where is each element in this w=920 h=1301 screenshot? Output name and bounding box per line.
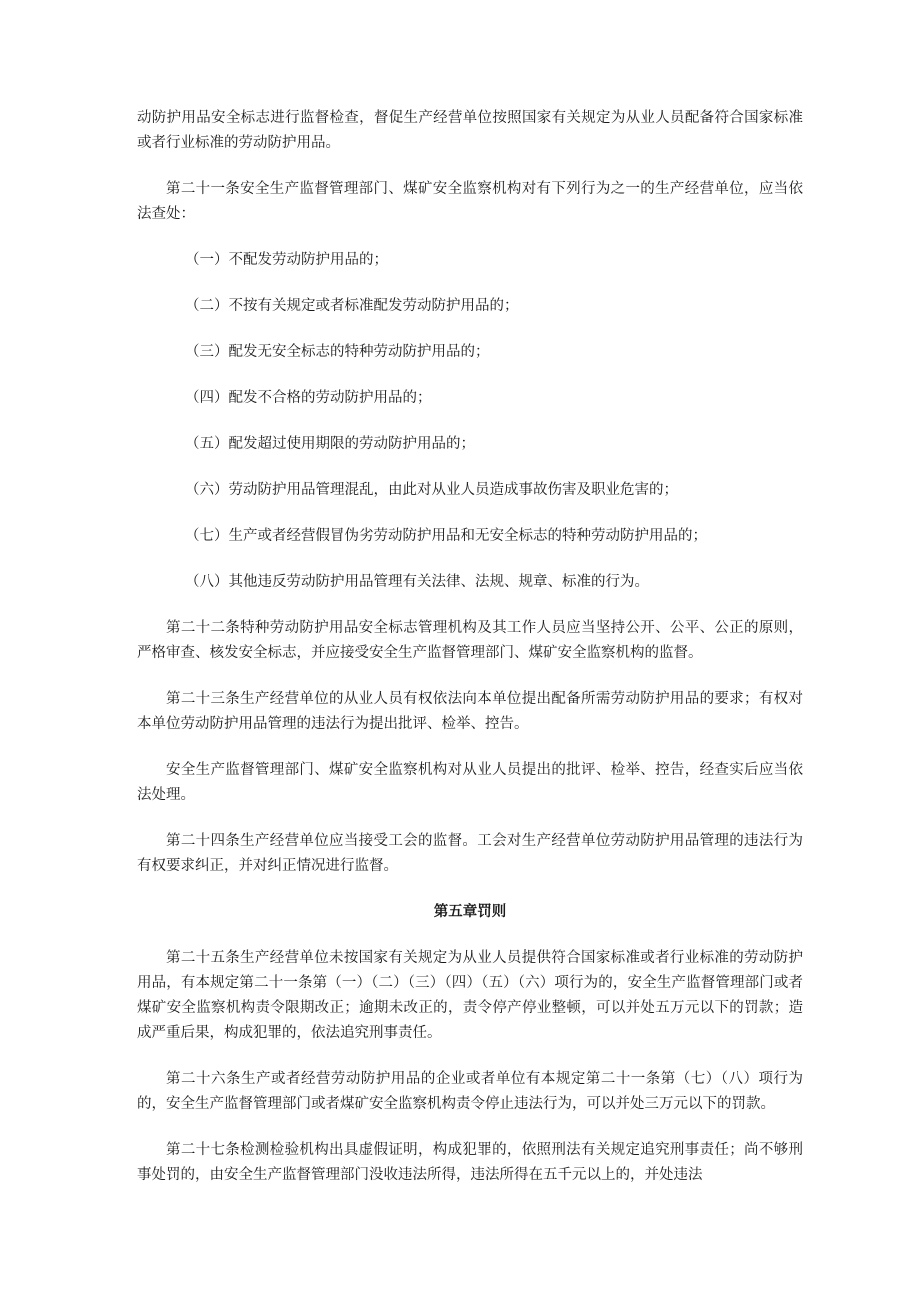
list-item: （一）不配发劳动防护用品的； bbox=[185, 252, 388, 268]
article-22: 第二十二条特种劳动防护用品安全标志管理机构及其工作人员应当坚持公开、公平、公正的原则，严格审查、核发安全标志，并应接受安全生产监督管理部门、煤矿安全监察机构的监督。 bbox=[137, 620, 803, 661]
document-page bbox=[137, 106, 803, 1209]
list-item: （二）不按有关规定或者标准配发劳动防护用品的； bbox=[185, 298, 519, 314]
article-24: 第二十四条生产经营单位应当接受工会的监督。工会对生产经营单位劳动防护用品管理的违法行为有权要求纠正，并对纠正情况进行监督。 bbox=[137, 833, 803, 874]
article-26: 第二十六条生产或者经营劳动防护用品的企业或者单位有本规定第二十一条第（七）（八）项行为的，安全生产监督管理部门或者煤矿安全监察机构责令停止违法行为，可以并处三万元以下的罚款。 bbox=[137, 1071, 803, 1112]
list-item: （四）配发不合格的劳动防护用品的； bbox=[185, 390, 432, 406]
list-item: （八）其他违反劳动防护用品管理有关法律、法规、规章、标准的行为。 bbox=[185, 574, 649, 590]
paragraph-continuation: 动防护用品安全标志进行监督检查，督促生产经营单位按照国家有关规定为从业人员配备符合国家标准或者行业标准的劳动防护用品。 bbox=[137, 110, 803, 151]
article-25: 第二十五条生产经营单位未按国家有关规定为从业人员提供符合国家标准或者行业标准的劳动防护用品，有本规定第二十一条第（一）（二）（三）（四）（五）（六）项行为的，安全生产监督管理部门或者煤矿安全监察机构责令限期改正；逾期未改正的，责令停产停业整顿，可以并处五万元以下的罚款；造成严重后果，构成犯罪的，依法追究刑事责任。 bbox=[137, 950, 803, 1041]
list-item: （三）配发无安全标志的特种劳动防护用品的； bbox=[185, 344, 490, 360]
article-23-continued: 安全生产监督管理部门、煤矿安全监察机构对从业人员提出的批评、检举、控告，经查实后应当依法处理。 bbox=[137, 762, 803, 803]
article-21: 第二十一条安全生产监督管理部门、煤矿安全监察机构对有下列行为之一的生产经营单位，应当依法查处： bbox=[137, 181, 803, 222]
list-item: （六）劳动防护用品管理混乱，由此对从业人员造成事故伤害及职业危害的； bbox=[185, 482, 678, 498]
article-27: 第二十七条检测检验机构出具虚假证明，构成犯罪的，依照刑法有关规定追究刑事责任；尚不够刑事处罚的，由安全生产监督管理部门没收违法所得，违法所得在五千元以上的，并处违法 bbox=[137, 1142, 803, 1183]
article-23: 第二十三条生产经营单位的从业人员有权依法向本单位提出配备所需劳动防护用品的要求；有权对本单位劳动防护用品管理的违法行为提出批评、检举、控告。 bbox=[137, 691, 803, 732]
chapter-heading: 第五章罚则 bbox=[433, 904, 507, 920]
list-item: （七）生产或者经营假冒伪劣劳动防护用品和无安全标志的特种劳动防护用品的； bbox=[185, 528, 707, 544]
list-item: （五）配发超过使用期限的劳动防护用品的； bbox=[185, 436, 475, 452]
